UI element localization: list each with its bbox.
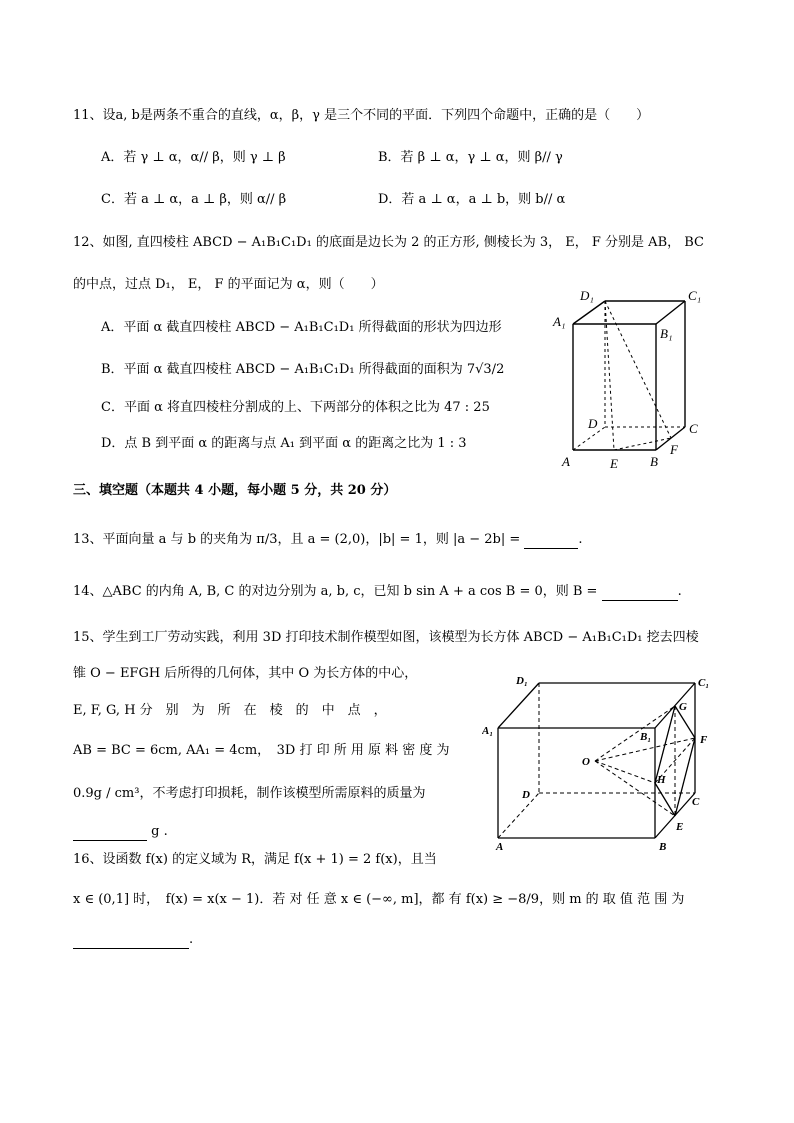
label-c1: C₁ [688,288,702,303]
edge-b1-c1 [656,301,685,324]
q15-unit: g . [151,824,168,839]
label-c1: C₁ [698,677,710,689]
q11-option-d: D．若 a ⊥ α，a ⊥ b，则 b// α [378,192,566,207]
q13-end: . [578,532,583,547]
label-d1: D₁ [516,675,528,687]
q14-end: . [677,584,682,599]
label-a: A [562,454,570,469]
edge-a1-d1 [573,301,605,324]
label-e: E [610,456,618,471]
q16-answer-blank[interactable] [73,948,189,949]
label-c: C [692,796,700,808]
q15-answer-blank[interactable] [73,840,147,841]
section-d1-f [605,301,671,438]
q15-line4: AB = BC = 6cm, AA₁ = 4cm， 3D 打 印 所 用 原 料 密 度 为 [73,743,450,758]
label-b1: B₁ [640,731,652,743]
label-d: D [588,416,598,431]
label-d1: D₁ [580,288,594,303]
edge-a1-d1 [498,683,539,728]
q16-end: . [189,932,194,947]
q13-answer-blank[interactable] [524,548,578,549]
label-c: C [689,421,698,436]
q14-answer-blank[interactable] [602,600,678,601]
label-a1: A₁ [553,314,566,329]
q11-option-c: C．若 a ⊥ α，a ⊥ β，则 α// β [101,192,287,207]
label-g: G [679,701,687,713]
q15-line1: 15、学生到工厂劳动实践，利用 3D 打印技术制作模型如图，该模型为长方体 ABCD − A₁B₁C₁D₁ 挖去四棱 [73,630,699,645]
q11-option-a: A．若 γ ⊥ α，α// β，则 γ ⊥ β [101,150,286,165]
q12-stem-line2: 的中点，过点 D₁， E， F 的平面记为 α，则（ ） [73,277,384,292]
label-f: F [670,442,678,457]
pyr-o-e [595,761,675,816]
q12-option-c: C．平面 α 将直四棱柱分割成的上、下两部分的体积之比为 47 : 25 [101,400,490,415]
label-b: B [650,454,658,469]
q12-option-d: D．点 B 到平面 α 的距离与点 A₁ 到平面 α 的距离之比为 1 : 3 [101,436,467,451]
label-b: B [659,841,667,853]
q15-line2: 锥 O − EFGH 后所得的几何体，其中 O 为长方体的中心， [73,666,418,681]
label-f: F [700,734,708,746]
q11-option-b: B．若 β ⊥ α，γ ⊥ α，则 β// γ [378,150,563,165]
label-a: A [496,841,504,853]
q16-line2: x ∈ (0,1] 时， f(x) = x(x − 1)．若 对 任 意 x ∈ (−∞, m]，都 有 f(x) ≥ −8/9，则 m 的 取 值 范 围 为 [73,892,685,907]
q15-line5: 0.9g / cm³，不考虑打印损耗，制作该模型所需原料的质量为 [73,786,426,801]
section-heading: 三、填空题（本题共 4 小题，每小题 5 分，共 20 分） [73,483,397,498]
label-b1: B₁ [660,326,673,341]
q15-line3: E, F, G, H 分 别 为 所 在 棱 的 中 点 ， [73,703,387,718]
q11-stem: 11、设a, b是两条不重合的直线，α，β，γ 是三个不同的平面．下列四个命题中，正确的是（ ） [73,108,650,123]
q14-line [73,583,682,601]
label-a1: A₁ [482,725,494,737]
pyr-o-h [595,761,655,783]
label-e: E [676,821,684,833]
cuboid-figure [482,672,717,854]
q12-stem-line1: 12、如图, 直四棱柱 ABCD − A₁B₁C₁D₁ 的底面是边长为 2 的正方形, 侧棱长为 3， E， F 分别是 AB， BC [73,235,704,250]
label-o: O [582,756,590,768]
prism-figure [550,288,710,478]
q15-line6 [73,823,168,841]
edge-a-d [498,793,539,838]
edge-e-h [655,783,675,816]
label-h: H [657,774,666,786]
q13-line [73,531,583,549]
q12-option-b: B．平面 α 截直四棱柱 ABCD − A₁B₁C₁D₁ 所得截面的面积为 7√3/2 [101,362,505,377]
q13-text: 13、平面向量 a 与 b 的夹角为 π/3，且 a = (2,0)，|b| = 1，则 |a − 2b| = [73,532,521,547]
q14-text: 14、△ABC 的内角 A, B, C 的对边分别为 a, b, c，已知 b sin A + a cos B = 0，则 B = [73,584,598,599]
q12-option-a: A．平面 α 截直四棱柱 ABCD − A₁B₁C₁D₁ 所得截面的形状为四边形 [101,320,502,335]
q16-line1: 16、设函数 f(x) 的定义域为 R，满足 f(x + 1) = 2 f(x)，且当 [73,852,437,867]
label-d: D [522,789,530,801]
q16-line3 [73,931,193,949]
